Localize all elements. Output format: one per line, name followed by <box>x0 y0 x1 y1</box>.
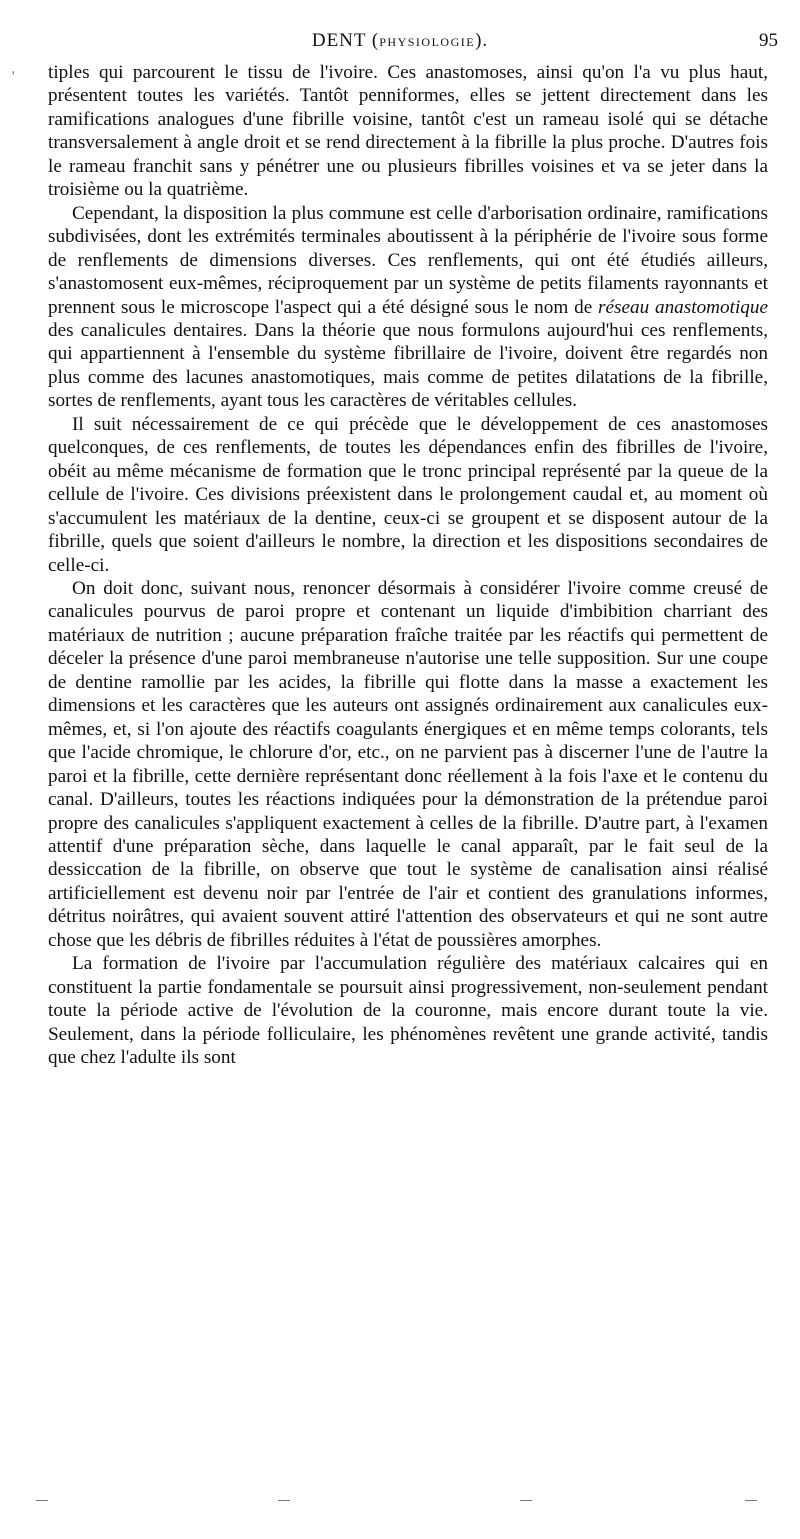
paragraph-2-italic-term: réseau anastomotique <box>598 296 768 318</box>
footer-dash <box>745 1500 757 1501</box>
running-title-end: ). <box>475 30 489 51</box>
footer-marks <box>0 1500 800 1520</box>
paragraph-5: La formation de l'ivoire par l'accumulation régulière des matériaux calcaires qui en constituent la partie fondamentale se poursuit ainsi progressivement, non-seulement pendant toute la période active de l'évolution de la couronne, mais encore durant toute la vie. Seulement, dans la période folliculaire, les phénomènes revêtent une grande activité, tandis que chez l'adulte ils sont <box>48 953 768 1069</box>
paragraph-4: On doit donc, suivant nous, renoncer désormais à considérer l'ivoire comme creusé de canalicules pourvus de paroi propre et contenant un liquide d'imbibition charriant des matériaux de nutrition ; aucune préparation fraîche traitée par les réactifs qui permettent de déceler la présence d'une paroi membraneuse n'autorise une telle supposition. Sur une coupe de dentine ramollie par les acides, la fibrille qui flotte dans la masse a exactement les dimensions et les caractères que les auteurs ont assignés ordinairement aux canalicules eux-mêmes, et, si l'on ajoute des réactifs coagulants énergiques et en même temps colorants, tels que l'acide chromique, le chlorure d'or, etc., on ne parvient pas à discerner l'une de l'autre la paroi et la fibrille, cette dernière représentant donc réellement à la fois l'axe et le contenu du canal. D'ailleurs, toutes les réactions indiquées pour la démonstration de la prétendue paroi propre des canalicules s'appliquent exactement à celles de la fibrille. D'autre part, à l'examen attentif d'une préparation sèche, dans laquelle le canal apparaît, par le fait seul de la dessiccation de la fibrille, on observe que tout le système de canalisation ainsi réalisé artificiellement est devenu noir par l'entrée de l'air et contient des granulations informes, détritus noirâtres, qui avaient souvent attiré l'attention des observateurs et qui ne sont autre chose que les débris de fibrilles réduites à l'état de poussières amorphes. <box>48 577 768 951</box>
paragraph-3: Il suit nécessairement de ce qui précède que le développement de ces anastomoses quelconques, de ces renflements, de toutes les dépendances enfin des fibrilles de l'ivoire, obéit au même mécanisme de formation que le tronc principal représenté par la queue de la cellule de l'ivoire. Ces divisions préexistent dans le prolongement caudal et, au moment où s'accumulent les matériaux de la dentine, ceux-ci se groupent et se disposent autour de la fibrille, quels que soient d'ailleurs le nombre, la direction et les dispositions secondaires de celle-ci. <box>48 413 768 576</box>
paragraph-2-part-1: Cependant, la disposition la plus commune est celle d'arborisation ordinaire, ramifications subdivisées, dont les extrémités terminales aboutissent à la périphérie de l'ivoire sous forme de renflements de dimensions diverses. Ces renflements, qui ont été étudiés ailleurs, s'anastomosent eux-mêmes, réciproquement par un système de petits filaments rayonnants et prennent sous le microscope l'aspect qui a été désigné sous le nom de <box>48 202 768 318</box>
paragraph-1: tiples qui parcourent le tissu de l'ivoire. Ces anastomoses, ainsi qu'on l'a vu plus haut, présentent toutes les variétés. Tantôt penniformes, elles se jettent directement dans les ramifications analogues d'une fibrille voisine, tantôt c'est un rameau isolé qui se détache transversalement à angle droit et se rend directement à la fibrille la plus proche. D'autres fois le rameau franchit sans y pénétrer une ou plusieurs fibrilles voisines et va se jeter dans la troisième ou la quatrième. <box>48 62 768 201</box>
footer-dash <box>520 1500 532 1501</box>
paragraph-2 <box>48 202 768 413</box>
running-title-main: DENT ( <box>311 30 380 51</box>
running-title-smallcaps: PHYSIOLOGIE <box>379 35 476 49</box>
margin-mark: ' <box>12 68 15 83</box>
page-number: 95 <box>759 30 778 51</box>
running-title <box>0 30 800 52</box>
running-head <box>0 30 800 56</box>
footer-dash <box>36 1500 48 1501</box>
paragraph-2-part-2: des canalicules dentaires. Dans la théorie que nous formulons aujourd'hui ces renflements, qui appartiennent à l'ensemble du système fibrillaire de l'ivoire, doivent être regardés non plus comme des lacunes anastomotiques, mais comme de petites dilatations de la fibrille, sortes de renflements, ayant tous les caractères de véritables cellules. <box>48 319 768 412</box>
body-text <box>48 61 768 1069</box>
footer-dash <box>278 1500 290 1501</box>
